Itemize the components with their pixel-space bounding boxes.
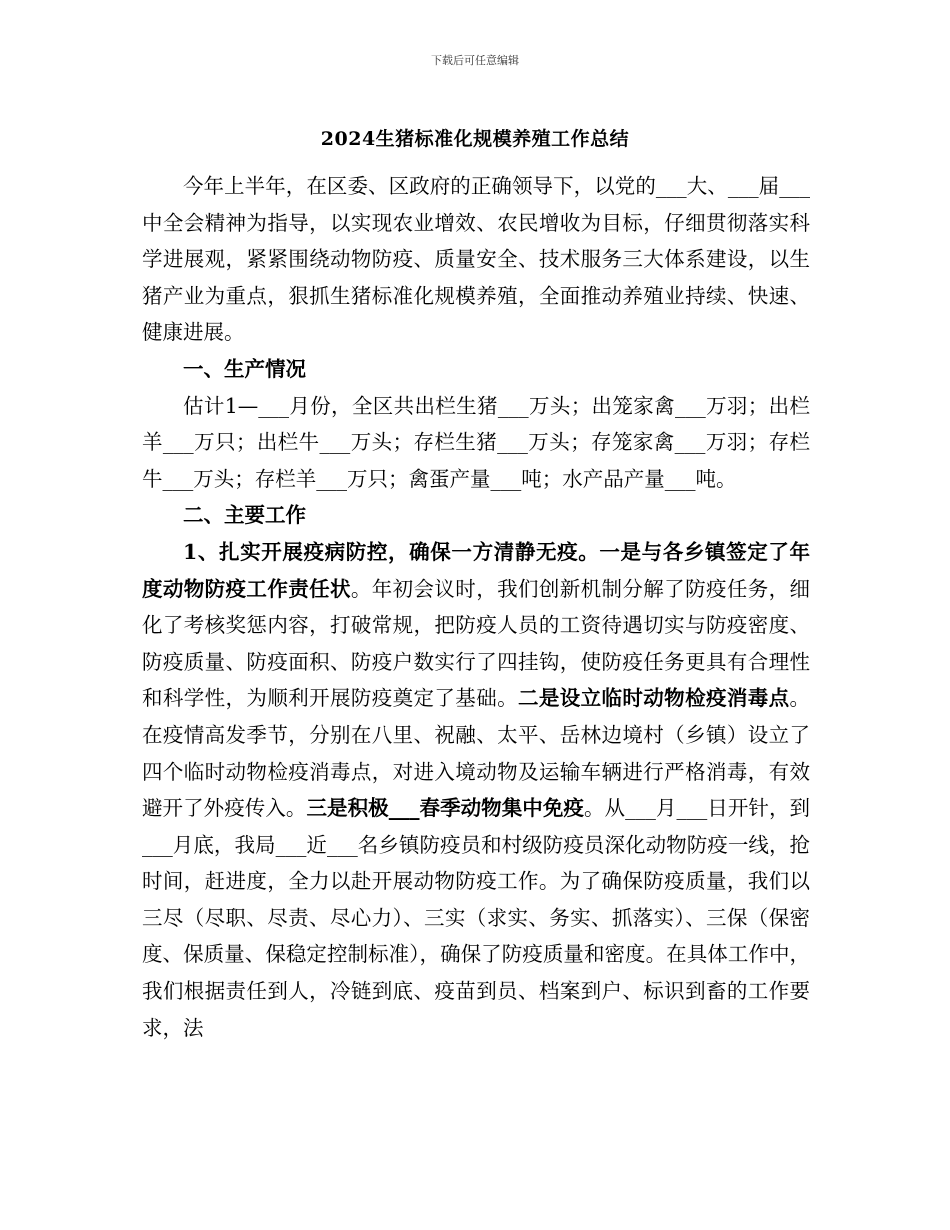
intro-paragraph: 今年上半年，在区委、区政府的正确领导下，以党的___大、___届___中全会精神为指导，以实现农业增效、农民增收为目标，仔细贯彻落实科学进展观，紧紧围绕动物防疫、质量安全、技术服务三大体系建设，以生猪产业为重点，狠抓生猪标准化规模养殖，全面推动养殖业持续、快速、健康进展。 [142,174,810,345]
work-item1-heading: 1、扎实开展疫病防控，确保一方清静无疫。一是与各乡镇签定了年度动物防疫工作责任状 [142,539,810,601]
work-item1-text: 。年初会议时，我们创新机制分解了防疫任务，细化了考核奖惩内容，打破常规，把防疫人员的工资待遇切实与防疫密度、防疫质量、防疫面积、防疫户数实行了四挂钩，使防疫任务更具有合理性和科学性，为顺利开展防疫奠定了基础。 [142,576,811,711]
work-item2-text: 。在疫情高发季节，分别在八里、祝融、太平、岳林边境村（乡镇）设立了四个临时动物检疫消毒点，对进入境动物及运输车辆进行严格消毒，有效避开了外疫传入。 [142,686,811,821]
document-body [142,168,810,1046]
work-item3-text: 。从___月___日开针，到___月底，我局___近___名乡镇防疫员和村级防疫员深化动物防疫一线，抢时间，赶进度，全力以赴开展动物防疫工作。为了确保防疫质量，我们以三尽（尽职、尽责、尽心力）、三实（求实、务实、抓落实）、三保（保密度、保质量、保稳定控制标准），确保了防疫质量和密度。在具体工作中，我们根据责任到人，冷链到底、疫苗到员、档案到户、标识到畜的工作要求，法 [142,796,811,1040]
section-heading-production: 一、生产情况 [183,356,306,381]
production-paragraph: 估计1—___月份，全区共出栏生猪___万头；出笼家禽___万羽；出栏羊___万只；出栏牛___万头；存栏生猪___万头；存笼家禽___万羽；存栏牛___万头；存栏羊___万只；禽蛋产量___吨；水产品产量___吨。 [142,393,810,491]
work-item2-heading: 二是设立临时动物检疫消毒点 [517,686,790,711]
header-note: 下载后可任意编辑 [431,54,519,67]
section-heading-main-work: 二、主要工作 [183,503,306,528]
work-item3-heading: 三是积极___春季动物集中免疫 [306,796,584,821]
work-paragraph [142,534,810,1046]
document-title: 2024生猪标准化规模养殖工作总结 [320,128,630,150]
